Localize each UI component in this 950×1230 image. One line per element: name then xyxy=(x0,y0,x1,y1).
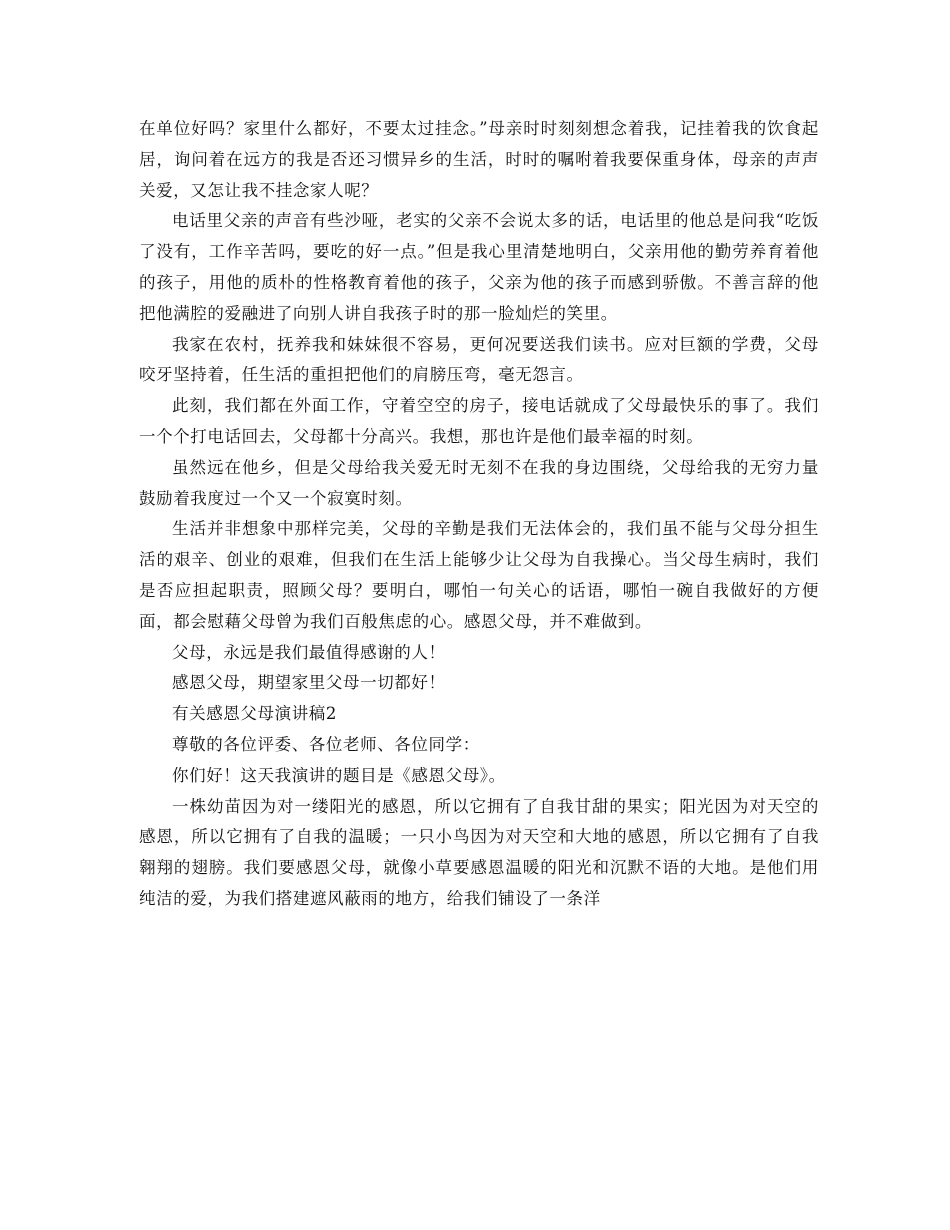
paragraph-father-phone: 电话里父亲的声音有些沙哑，老实的父亲不会说太多的话，电话里的他总是问我“吃饭了没有，工作辛苦吗，要吃的好一点。”但是我心里清楚地明白，父亲用他的勤劳养育着他的孩子，用他的质朴的性格教育着他的孩子，父亲为他的孩子而感到骄傲。不善言辞的他把他满腔的爱融进了向别人讲自我孩子时的那一脸灿烂的笑里。 xyxy=(139,211,819,323)
paragraph-life-not-perfect: 生活并非想象中那样完美，父母的辛勤是我们无法体会的，我们虽不能与父母分担生活的艰辛、创业的艰难，但我们在生活上能够少让父母为自我操心。当父母生病时，我们是否应担起职责，照顾父母？要明白，哪怕一句关心的话语，哪怕一碗自我做好的方便面，都会慰藉父母曾为我们百般焦虑的心。感恩父母，并不难做到。 xyxy=(139,519,819,631)
paragraph-countryside-home: 我家在农村，抚养我和妹妹很不容易，更何况要送我们读书。应对巨额的学费，父母咬牙坚持着，任生活的重担把他们的肩膀压弯，毫无怨言。 xyxy=(139,334,819,385)
speech-title: 有关感恩父母演讲稿2 xyxy=(172,704,337,724)
paragraph-seedling: 一株幼苗因为对一缕阳光的感恩，所以它拥有了自我甘甜的果实；阳光因为对天空的感恩，所以它拥有了自我的温暖；一只小鸟因为对天空和大地的感恩，所以它拥有了自我翱翔的翅膀。我们要感恩父母，就像小草要感恩温暖的阳光和沉默不语的大地。是他们用纯洁的爱，为我们搭建遮风蔽雨的地方，给我们铺设了一条洋 xyxy=(139,796,819,908)
paragraph-wish-well: 感恩父母，期望家里父母一切都好！ xyxy=(172,673,446,693)
speech-intro: 你们好！这天我演讲的题目是《感恩父母》。 xyxy=(172,765,506,785)
paragraph-continued: 在单位好吗？家里什么都好，不要太过挂念。”母亲时时刻刻想念着我，记挂着我的饮食起居，询问着在远方的我是否还习惯异乡的生活，时时的嘱咐着我要保重身体，母亲的声声关爱，又怎让我不挂念家人呢？ xyxy=(139,119,819,200)
paragraph-far-away: 虽然远在他乡，但是父母给我关爱无时无刻不在我的身边围绕，父母给我的无穷力量鼓励着我度过一个又一个寂寞时刻。 xyxy=(139,457,819,508)
paragraph-parents-thanks: 父母，永远是我们最值得感谢的人！ xyxy=(172,642,446,662)
document-body xyxy=(139,114,819,915)
paragraph-working-away: 此刻，我们都在外面工作，守着空空的房子，接电话就成了父母最快乐的事了。我们一个个打电话回去，父母都十分高兴。我想，那也许是他们最幸福的时刻。 xyxy=(139,396,819,446)
speech-greeting: 尊敬的各位评委、各位老师、各位同学： xyxy=(172,734,480,754)
